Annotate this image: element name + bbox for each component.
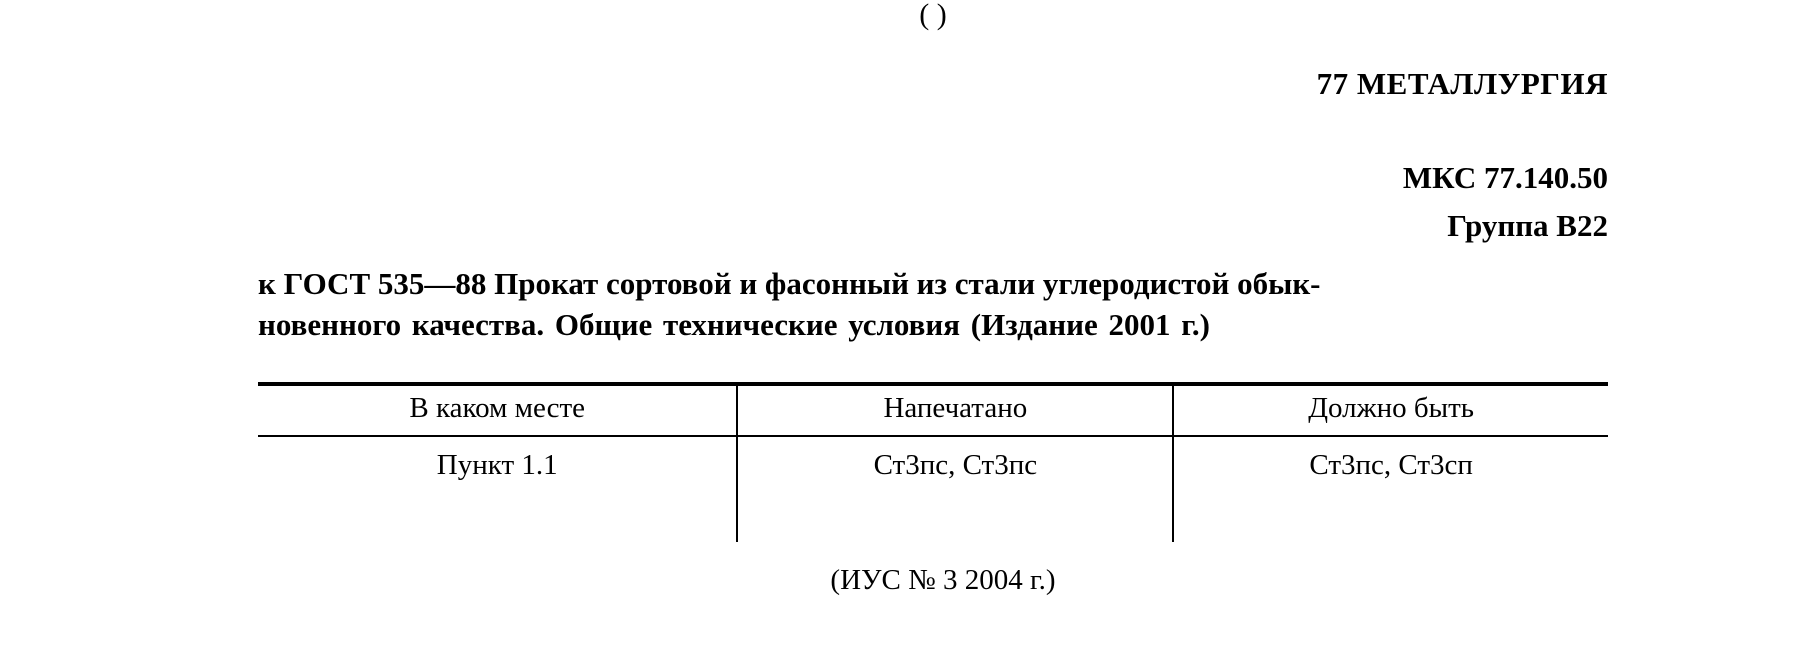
document-content [258,0,1608,597]
section-title: 77 МЕТАЛЛУРГИЯ [1316,66,1608,101]
errata-table-head [258,384,1608,436]
cell-should-be: Ст3пс, Ст3сп [1173,436,1608,542]
cell-location: Пункт 1.1 [436,448,558,481]
gost-reference-line-2: новенного качества. Общие технические условия (Издание 2001 г.) [258,306,1210,342]
errata-table [258,382,1608,542]
mks-code: МКС 77.140.50 [1402,160,1608,195]
column-header-should-be: Должно быть [1173,386,1608,436]
table-header-row [258,386,1608,436]
cell-printed: Ст3пс, Ст3пс [737,436,1173,542]
top-cut-off-text: ( ) [919,0,947,31]
table-row [258,436,1608,542]
gost-reference-paragraph [258,264,1608,346]
errata-table-body [258,436,1608,542]
column-header-printed: Напечатано [737,386,1173,436]
column-header-location: В каком месте [258,386,737,436]
group-code: Группа В22 [1447,208,1608,243]
ius-footer: (ИУС № 3 2004 г.) [830,563,1056,596]
gost-reference-line-1: к ГОСТ 535—88 Прокат сортовой и фасонный из стали углеродистой обык- [258,266,1321,301]
